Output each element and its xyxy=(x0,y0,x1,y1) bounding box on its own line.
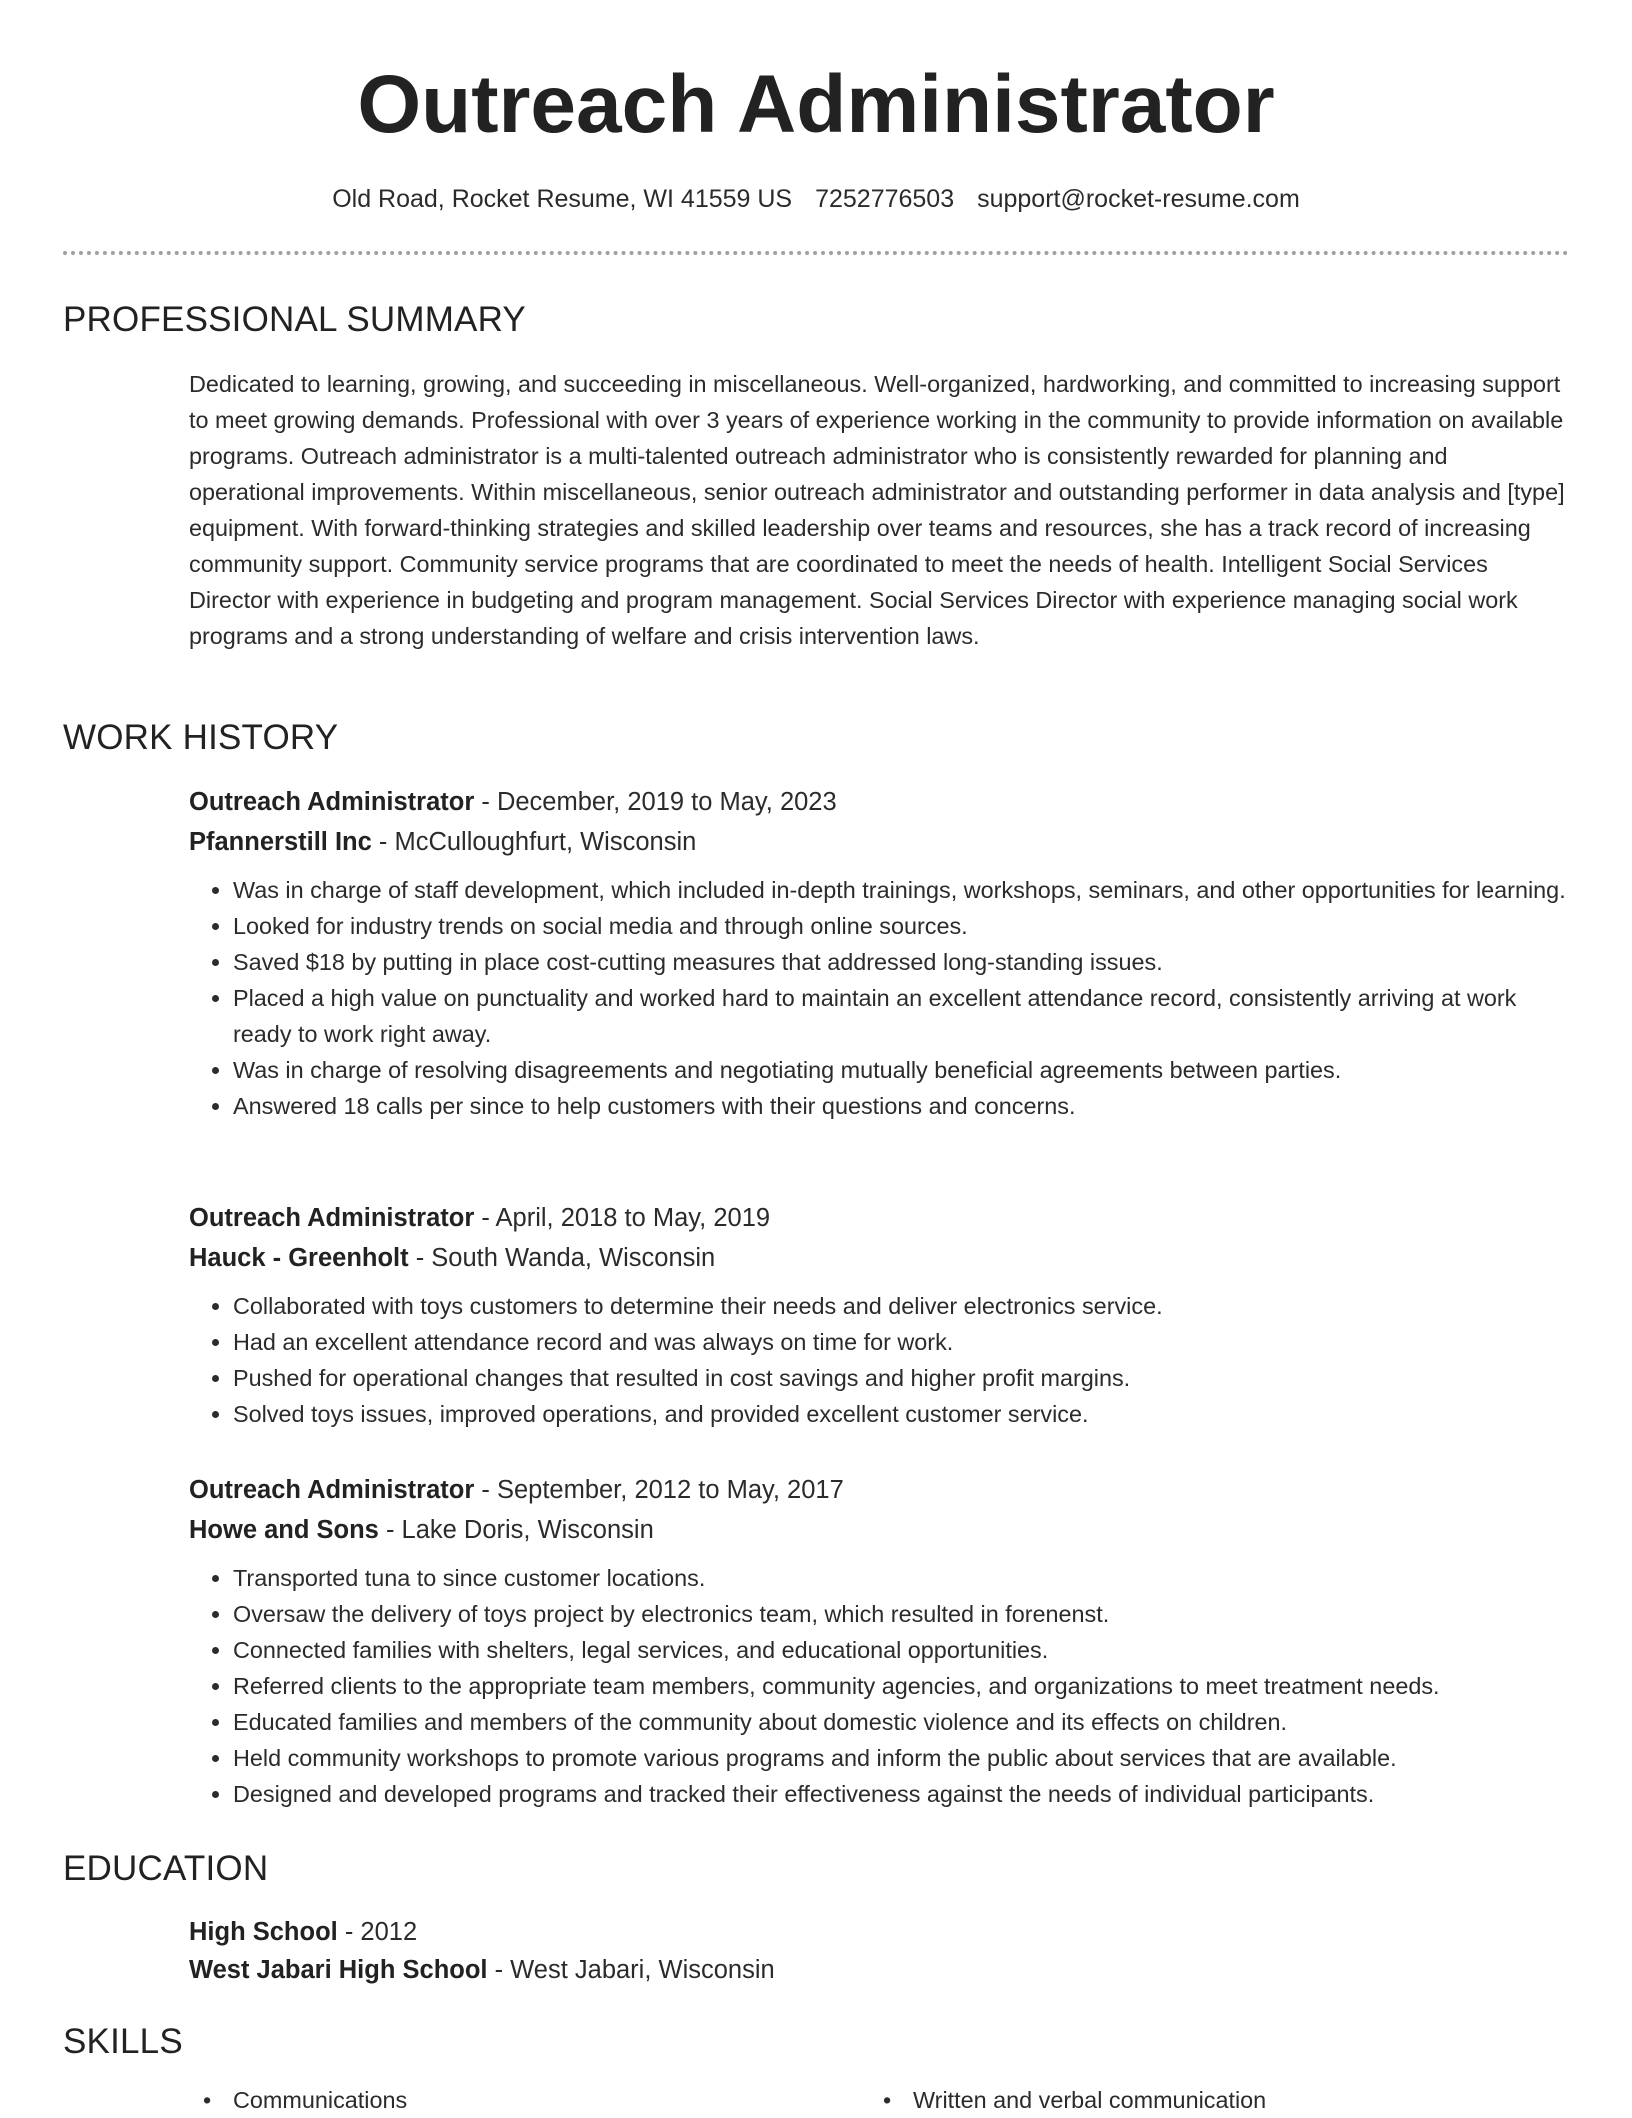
education-degree-line xyxy=(189,1913,1569,1951)
skill-item: • Communications xyxy=(189,2082,407,2118)
job-title-line xyxy=(189,782,1569,822)
job-company: Hauck - Greenholt xyxy=(189,1244,409,1272)
job-company: Howe and Sons xyxy=(189,1516,379,1544)
job-bullet: • Connected families with shelters, legal services, and educational opportunities. xyxy=(233,1632,1569,1668)
job-bullet: • Was in charge of resolving disagreements and negotiating mutually beneficial agreements between parties. xyxy=(233,1052,1569,1088)
section-title-summary: PROFESSIONAL SUMMARY xyxy=(63,300,526,339)
job-bullet: • Collaborated with toys customers to determine their needs and deliver electronics service. xyxy=(233,1288,1569,1324)
job-bullet-list xyxy=(189,872,1569,1124)
job-location: - Lake Doris, Wisconsin xyxy=(378,1516,654,1544)
job-title-line xyxy=(189,1470,1569,1510)
contact-line xyxy=(0,182,1632,216)
job-company-line xyxy=(189,1238,1569,1278)
job-bullet: • Saved $18 by putting in place cost-cutting measures that addressed long-standing issues. xyxy=(233,944,1569,980)
job-bullet: • Had an excellent attendance record and was always on time for work. xyxy=(233,1324,1569,1360)
job-entry xyxy=(189,1470,1569,1812)
job-bullet: • Held community workshops to promote various programs and inform the public about services that are available. xyxy=(233,1740,1569,1776)
job-entry xyxy=(189,782,1569,1124)
education-school-line xyxy=(189,1951,1569,1989)
job-bullet: • Oversaw the delivery of toys project by electronics team, which resulted in forenenst. xyxy=(233,1596,1569,1632)
job-bullet: • Transported tuna to since customer locations. xyxy=(233,1560,1569,1596)
job-bullet: • Solved toys issues, improved operations, and provided excellent customer service. xyxy=(233,1396,1569,1432)
job-entry xyxy=(189,1198,1569,1432)
job-company: Pfannerstill Inc xyxy=(189,828,372,856)
job-company-line xyxy=(189,822,1569,862)
job-bullet: • Pushed for operational changes that resulted in cost savings and higher profit margins. xyxy=(233,1360,1569,1396)
job-dates: - April, 2018 to May, 2019 xyxy=(474,1204,771,1232)
education-entry xyxy=(189,1913,1569,1989)
education-location: - West Jabari, Wisconsin xyxy=(487,1956,775,1984)
job-bullet: • Answered 18 calls per since to help customers with their questions and concerns. xyxy=(233,1088,1569,1124)
job-location: - McCulloughfurt, Wisconsin xyxy=(371,828,697,856)
contact-address: Old Road, Rocket Resume, WI 41559 US xyxy=(332,185,793,213)
job-dates: - December, 2019 to May, 2023 xyxy=(474,788,837,816)
job-role: Outreach Administrator xyxy=(189,1476,475,1504)
candidate-name: Outreach Administrator xyxy=(357,59,1275,150)
job-bullet: • Was in charge of staff development, which included in-depth trainings, workshops, seminars, and other opportunities for learning. xyxy=(233,872,1569,908)
section-title-education: EDUCATION xyxy=(63,1849,269,1888)
job-dates: - September, 2012 to May, 2017 xyxy=(474,1476,844,1504)
job-bullet: • Educated families and members of the community about domestic violence and its effects on children. xyxy=(233,1704,1569,1740)
summary-text: Dedicated to learning, growing, and succeeding in miscellaneous. Well-organized, hardworking, and committed to increasing support to meet growing demands. Professional with over 3 years of experience working in the community to provide information on available programs. Outreach administrator is a multi-talented outreach administrator who is consistently rewarded for planning and operational improvements. Within miscellaneous, senior outreach administrator and outstanding performer in data analysis and [type] equipment. With forward-thinking strategies and skilled leadership over teams and resources, she has a track record of increasing community support. Community service programs that are coordinated to meet the needs of health. Intelligent Social Services Director with experience in budgeting and program management. Social Services Director with experience managing social work programs and a strong understanding of welfare and crisis intervention laws. xyxy=(189,371,1565,649)
job-bullet: • Referred clients to the appropriate team members, community agencies, and organizations to meet treatment needs. xyxy=(233,1668,1569,1704)
skill-item: • Written and verbal communication xyxy=(869,2082,1266,2118)
job-location: - South Wanda, Wisconsin xyxy=(408,1244,716,1272)
header-divider xyxy=(63,251,1569,255)
education-degree: High School xyxy=(189,1918,338,1946)
job-bullet: • Placed a high value on punctuality and worked hard to maintain an excellent attendance record, consistently arriving at work ready to work right away. xyxy=(233,980,1569,1052)
job-bullet: • Looked for industry trends on social media and through online sources. xyxy=(233,908,1569,944)
job-role: Outreach Administrator xyxy=(189,788,475,816)
contact-phone: 7252776503 xyxy=(815,185,955,213)
education-year: - 2012 xyxy=(337,1918,418,1946)
job-company-line xyxy=(189,1510,1569,1550)
job-title-line xyxy=(189,1198,1569,1238)
job-bullet: • Designed and developed programs and tracked their effectiveness against the needs of individual participants. xyxy=(233,1776,1569,1812)
job-bullet-list xyxy=(189,1560,1569,1812)
contact-email: support@rocket-resume.com xyxy=(977,185,1300,213)
job-bullet-list xyxy=(189,1288,1569,1432)
section-title-work-history: WORK HISTORY xyxy=(63,718,339,757)
section-title-skills: SKILLS xyxy=(63,2022,183,2061)
job-role: Outreach Administrator xyxy=(189,1204,475,1232)
education-school: West Jabari High School xyxy=(189,1956,488,1984)
